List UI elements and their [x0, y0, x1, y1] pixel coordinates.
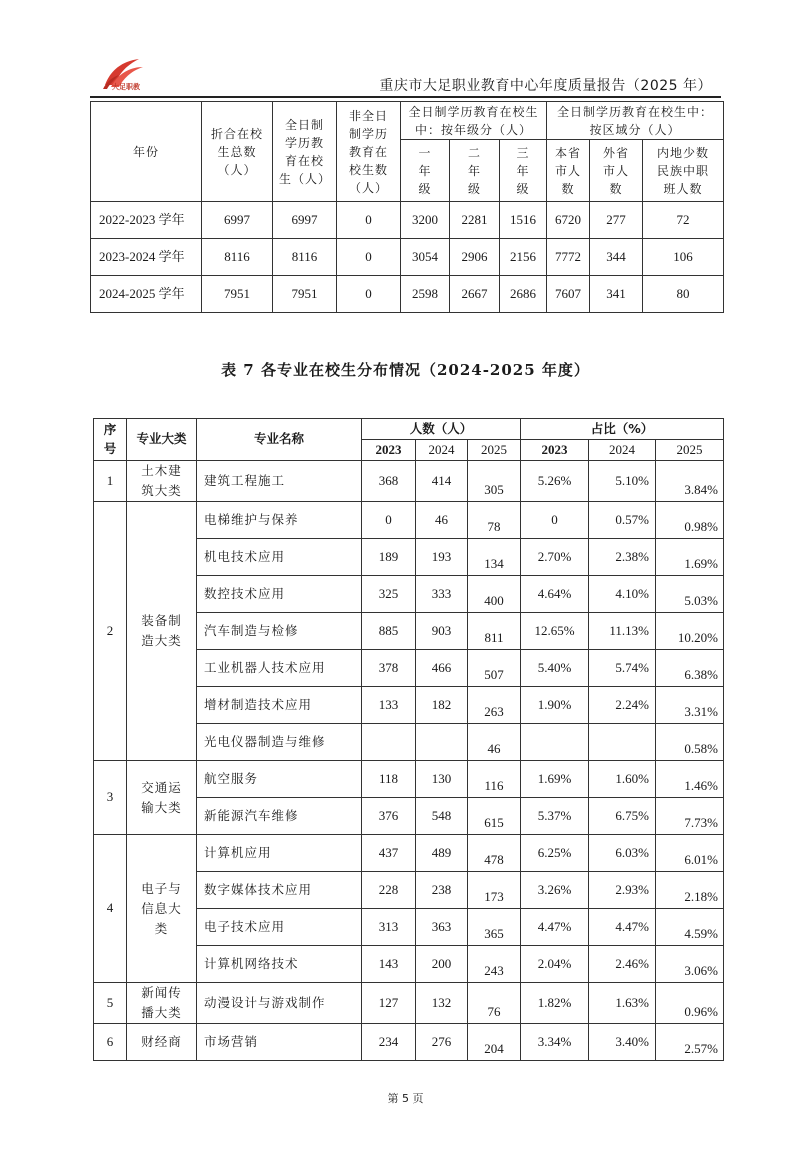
ratio-2023-cell: 2.70%	[521, 539, 589, 576]
nonfulltime-cell: 0	[337, 202, 401, 239]
grade2-cell: 2667	[450, 276, 500, 313]
count-2024-cell: 414	[416, 461, 468, 502]
major-name-cell: 动漫设计与游戏制作	[197, 983, 362, 1024]
count-2024-cell: 238	[416, 872, 468, 909]
header-outside: 外省市人数	[590, 140, 643, 202]
count-2025-cell: 400	[468, 576, 521, 613]
ratio-2025-cell: 5.03%	[656, 576, 724, 613]
outside-cell: 277	[590, 202, 643, 239]
table-row	[94, 461, 724, 502]
grade2-cell: 2906	[450, 239, 500, 276]
ratio-2025-cell: 3.31%	[656, 687, 724, 724]
grade1-cell: 3054	[401, 239, 450, 276]
total-cell: 7951	[202, 276, 273, 313]
fulltime-cell: 7951	[273, 276, 337, 313]
header-ratio: 占比（%）	[521, 419, 724, 440]
count-2024-cell: 363	[416, 909, 468, 946]
seq-cell: 3	[94, 761, 127, 835]
major-name-cell: 工业机器人技术应用	[197, 650, 362, 687]
count-2023-cell: 325	[362, 576, 416, 613]
category-cell: 新闻传播大类	[127, 983, 197, 1024]
count-2023-cell: 143	[362, 946, 416, 983]
major-name-cell: 建筑工程施工	[197, 461, 362, 502]
outside-cell: 344	[590, 239, 643, 276]
major-name-cell: 计算机应用	[197, 835, 362, 872]
header-ratio-2023: 2023	[521, 440, 589, 461]
ratio-2023-cell: 12.65%	[521, 613, 589, 650]
ratio-2024-cell: 3.40%	[589, 1024, 656, 1061]
seq-cell: 5	[94, 983, 127, 1024]
header-fulltime: 全日制学历教育在校生（人）	[273, 102, 337, 202]
header-nonfulltime: 非全日制学历教育在校生数（人）	[337, 102, 401, 202]
count-2025-cell: 134	[468, 539, 521, 576]
ratio-2023-cell: 0	[521, 502, 589, 539]
ratio-2023-cell: 1.82%	[521, 983, 589, 1024]
major-name-cell: 电子技术应用	[197, 909, 362, 946]
count-2024-cell: 200	[416, 946, 468, 983]
count-2025-cell: 305	[468, 461, 521, 502]
seq-cell: 4	[94, 835, 127, 983]
category-cell: 土木建筑大类	[127, 461, 197, 502]
major-name-cell: 光电仪器制造与维修	[197, 724, 362, 761]
ratio-2024-cell: 6.75%	[589, 798, 656, 835]
header-ratio-2024: 2024	[589, 440, 656, 461]
count-2023-cell: 885	[362, 613, 416, 650]
count-2025-cell: 365	[468, 909, 521, 946]
ratio-2024-cell: 2.38%	[589, 539, 656, 576]
grade3-cell: 1516	[500, 202, 547, 239]
total-cell: 6997	[202, 202, 273, 239]
ratio-2024-cell: 2.93%	[589, 872, 656, 909]
total-cell: 8116	[202, 239, 273, 276]
seq-cell: 6	[94, 1024, 127, 1061]
ratio-2024-cell: 6.03%	[589, 835, 656, 872]
count-2023-cell	[362, 724, 416, 761]
fulltime-cell: 8116	[273, 239, 337, 276]
category-cell: 电子与信息大类	[127, 835, 197, 983]
header-count-2023: 2023	[362, 440, 416, 461]
year-cell: 2024-2025 学年	[91, 276, 202, 313]
minority-cell: 106	[643, 239, 724, 276]
count-2023-cell: 368	[362, 461, 416, 502]
ratio-2023-cell: 5.37%	[521, 798, 589, 835]
ratio-2025-cell: 3.06%	[656, 946, 724, 983]
ratio-2025-cell: 0.96%	[656, 983, 724, 1024]
count-2025-cell: 811	[468, 613, 521, 650]
count-2025-cell: 615	[468, 798, 521, 835]
ratio-2025-cell: 2.18%	[656, 872, 724, 909]
ratio-2024-cell: 5.74%	[589, 650, 656, 687]
ratio-2024-cell: 2.46%	[589, 946, 656, 983]
count-2025-cell: 46	[468, 724, 521, 761]
header-category: 专业大类	[127, 419, 197, 461]
table-row	[94, 983, 724, 1024]
ratio-2023-cell: 4.47%	[521, 909, 589, 946]
header-total: 折合在校生总数（人）	[202, 102, 273, 202]
ratio-2023-cell: 5.40%	[521, 650, 589, 687]
category-cell: 交通运输大类	[127, 761, 197, 835]
grade3-cell: 2156	[500, 239, 547, 276]
page-number: 第 5 页	[387, 1092, 424, 1105]
ratio-2023-cell: 5.26%	[521, 461, 589, 502]
count-2024-cell	[416, 724, 468, 761]
count-2023-cell: 228	[362, 872, 416, 909]
count-2024-cell: 132	[416, 983, 468, 1024]
outside-cell: 341	[590, 276, 643, 313]
table7-body	[94, 461, 724, 1061]
major-name-cell: 数字媒体技术应用	[197, 872, 362, 909]
major-name-cell: 航空服务	[197, 761, 362, 798]
count-2025-cell: 263	[468, 687, 521, 724]
count-2023-cell: 189	[362, 539, 416, 576]
table-row	[94, 835, 724, 872]
count-2024-cell: 333	[416, 576, 468, 613]
fulltime-cell: 6997	[273, 202, 337, 239]
count-2023-cell: 437	[362, 835, 416, 872]
count-2024-cell: 548	[416, 798, 468, 835]
ratio-2023-cell: 1.90%	[521, 687, 589, 724]
ratio-2024-cell: 0.57%	[589, 502, 656, 539]
seq-cell: 2	[94, 502, 127, 761]
ratio-2025-cell: 1.69%	[656, 539, 724, 576]
count-2024-cell: 130	[416, 761, 468, 798]
ratio-2025-cell: 0.98%	[656, 502, 724, 539]
seq-cell: 1	[94, 461, 127, 502]
ratio-2024-cell: 5.10%	[589, 461, 656, 502]
category-cell: 财经商	[127, 1024, 197, 1061]
header-major: 专业名称	[197, 419, 362, 461]
header-by-region: 全日制学历教育在校生中：按区域分（人）	[547, 102, 724, 140]
ratio-2024-cell: 11.13%	[589, 613, 656, 650]
ratio-2024-cell: 4.10%	[589, 576, 656, 613]
count-2025-cell: 243	[468, 946, 521, 983]
local-cell: 7607	[547, 276, 590, 313]
ratio-2023-cell: 4.64%	[521, 576, 589, 613]
count-2025-cell: 173	[468, 872, 521, 909]
count-2025-cell: 204	[468, 1024, 521, 1061]
ratio-2025-cell: 6.38%	[656, 650, 724, 687]
table-row	[91, 239, 724, 276]
minority-cell: 80	[643, 276, 724, 313]
major-name-cell: 电梯维护与保养	[197, 502, 362, 539]
major-name-cell: 机电技术应用	[197, 539, 362, 576]
header-grade2: 二年级	[450, 140, 500, 202]
count-2023-cell: 313	[362, 909, 416, 946]
header-ratio-2025: 2025	[656, 440, 724, 461]
header-count-2024: 2024	[416, 440, 468, 461]
table-row	[94, 761, 724, 798]
count-2025-cell: 76	[468, 983, 521, 1024]
nonfulltime-cell: 0	[337, 276, 401, 313]
count-2025-cell: 478	[468, 835, 521, 872]
count-2024-cell: 903	[416, 613, 468, 650]
count-2025-cell: 507	[468, 650, 521, 687]
count-2024-cell: 466	[416, 650, 468, 687]
ratio-2025-cell: 0.58%	[656, 724, 724, 761]
count-2023-cell: 118	[362, 761, 416, 798]
major-name-cell: 增材制造技术应用	[197, 687, 362, 724]
ratio-2024-cell: 1.63%	[589, 983, 656, 1024]
major-name-cell: 新能源汽车维修	[197, 798, 362, 835]
local-cell: 7772	[547, 239, 590, 276]
major-distribution-table	[93, 418, 724, 1061]
grade1-cell: 2598	[401, 276, 450, 313]
logo-text: 大足职教	[112, 83, 140, 91]
count-2023-cell: 376	[362, 798, 416, 835]
ratio-2025-cell: 6.01%	[656, 835, 724, 872]
count-2025-cell: 78	[468, 502, 521, 539]
minority-cell: 72	[643, 202, 724, 239]
major-name-cell: 计算机网络技术	[197, 946, 362, 983]
local-cell: 6720	[547, 202, 590, 239]
ratio-2024-cell: 1.60%	[589, 761, 656, 798]
ratio-2025-cell: 7.73%	[656, 798, 724, 835]
major-name-cell: 数控技术应用	[197, 576, 362, 613]
ratio-2025-cell: 4.59%	[656, 909, 724, 946]
ratio-2023-cell: 3.34%	[521, 1024, 589, 1061]
count-2023-cell: 127	[362, 983, 416, 1024]
ratio-2024-cell: 2.24%	[589, 687, 656, 724]
count-2023-cell: 0	[362, 502, 416, 539]
header-by-grade: 全日制学历教育在校生中：按年级分（人）	[401, 102, 547, 140]
ratio-2024-cell	[589, 724, 656, 761]
grade2-cell: 2281	[450, 202, 500, 239]
count-2024-cell: 489	[416, 835, 468, 872]
grade3-cell: 2686	[500, 276, 547, 313]
header-divider	[90, 96, 721, 98]
nonfulltime-cell: 0	[337, 239, 401, 276]
count-2025-cell: 116	[468, 761, 521, 798]
table-row	[94, 502, 724, 539]
ratio-2023-cell: 6.25%	[521, 835, 589, 872]
ratio-2023-cell: 2.04%	[521, 946, 589, 983]
category-cell: 装备制造大类	[127, 502, 197, 761]
report-header-title: 重庆市大足职业教育中心年度质量报告（2025 年）	[379, 78, 712, 94]
ratio-2023-cell	[521, 724, 589, 761]
header-grade1: 一年级	[401, 140, 450, 202]
header-minority: 内地少数民族中职班人数	[643, 140, 724, 202]
ratio-2023-cell: 3.26%	[521, 872, 589, 909]
ratio-2025-cell: 2.57%	[656, 1024, 724, 1061]
grade1-cell: 3200	[401, 202, 450, 239]
count-2023-cell: 378	[362, 650, 416, 687]
ratio-2025-cell: 3.84%	[656, 461, 724, 502]
table-row	[91, 202, 724, 239]
table-row	[91, 276, 724, 313]
count-2024-cell: 182	[416, 687, 468, 724]
header-local: 本省市人数	[547, 140, 590, 202]
header-seq: 序号	[94, 419, 127, 461]
header-grade3: 三年级	[500, 140, 547, 202]
major-name-cell: 汽车制造与检修	[197, 613, 362, 650]
header-count: 人数（人）	[362, 419, 521, 440]
count-2024-cell: 193	[416, 539, 468, 576]
ratio-2023-cell: 1.69%	[521, 761, 589, 798]
header-year: 年份	[91, 102, 202, 202]
count-2023-cell: 234	[362, 1024, 416, 1061]
header-count-2025: 2025	[468, 440, 521, 461]
year-cell: 2023-2024 学年	[91, 239, 202, 276]
ratio-2025-cell: 1.46%	[656, 761, 724, 798]
ratio-2024-cell: 4.47%	[589, 909, 656, 946]
ratio-2025-cell: 10.20%	[656, 613, 724, 650]
major-name-cell: 市场营销	[197, 1024, 362, 1061]
enrollment-by-year-table	[90, 101, 724, 313]
count-2024-cell: 276	[416, 1024, 468, 1061]
year-cell: 2022-2023 学年	[91, 202, 202, 239]
table-row	[94, 1024, 724, 1061]
table7-title: 表 7 各专业在校生分布情况（2024-2025 年度）	[221, 361, 590, 379]
count-2024-cell: 46	[416, 502, 468, 539]
count-2023-cell: 133	[362, 687, 416, 724]
